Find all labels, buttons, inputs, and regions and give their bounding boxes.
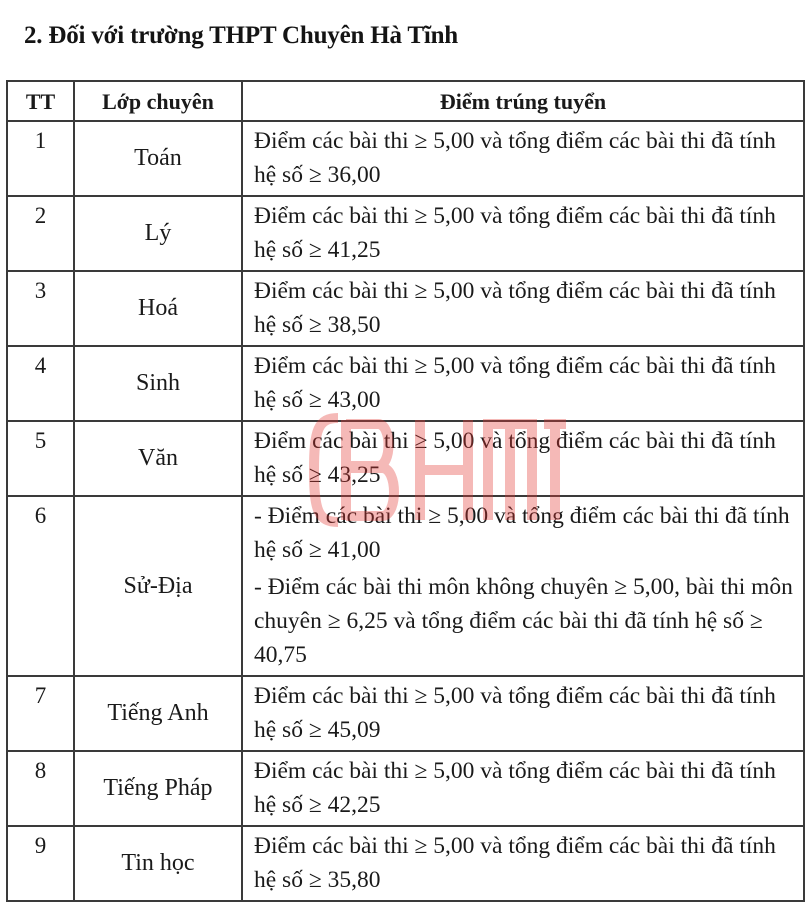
criteria-option-2: - Điểm các bài thi môn không chuyên ≥ 5,00, bài thi môn chuyên ≥ 6,25 và tổng điểm các bài thi đã tính hệ số ≥ 40,75 [254, 574, 793, 668]
class-name: Tin học [74, 826, 242, 901]
score-criteria [242, 496, 804, 676]
header-score: Điểm trúng tuyển [242, 81, 804, 121]
row-number: 4 [7, 346, 74, 421]
table-header-row [7, 81, 804, 121]
score-criteria [242, 421, 804, 496]
table-row [7, 421, 804, 496]
score-criteria [242, 676, 804, 751]
criteria-text: Điểm các bài thi ≥ 5,00 và tổng điểm các bài thi đã tính hệ số ≥ 38,50 [254, 278, 776, 338]
criteria-option-1: - Điểm các bài thi ≥ 5,00 và tổng điểm các bài thi đã tính hệ số ≥ 41,00 [254, 503, 790, 563]
row-number: 8 [7, 751, 74, 826]
row-number: 9 [7, 826, 74, 901]
header-tt: TT [7, 81, 74, 121]
table-row [7, 676, 804, 751]
row-number: 5 [7, 421, 74, 496]
table-row [7, 271, 804, 346]
score-criteria [242, 346, 804, 421]
table-row [7, 121, 804, 196]
criteria-text: Điểm các bài thi ≥ 5,00 và tổng điểm các bài thi đã tính hệ số ≥ 35,80 [254, 833, 776, 893]
row-number: 1 [7, 121, 74, 196]
class-name: Sử-Địa [74, 496, 242, 676]
class-name: Hoá [74, 271, 242, 346]
criteria-text: Điểm các bài thi ≥ 5,00 và tổng điểm các bài thi đã tính hệ số ≥ 41,25 [254, 203, 776, 263]
class-name: Tiếng Pháp [74, 751, 242, 826]
score-criteria [242, 121, 804, 196]
table-row [7, 496, 804, 676]
document-title: 2. Đối với trường THPT Chuyên Hà Tĩnh [24, 22, 459, 49]
class-name: Lý [74, 196, 242, 271]
criteria-text: Điểm các bài thi ≥ 5,00 và tổng điểm các bài thi đã tính hệ số ≥ 43,25 [254, 428, 776, 488]
criteria-text: Điểm các bài thi ≥ 5,00 và tổng điểm các bài thi đã tính hệ số ≥ 45,09 [254, 683, 776, 743]
row-number: 6 [7, 496, 74, 676]
table-row [7, 196, 804, 271]
admission-score-table [6, 80, 805, 902]
criteria-text: Điểm các bài thi ≥ 5,00 và tổng điểm các bài thi đã tính hệ số ≥ 36,00 [254, 128, 776, 188]
header-class: Lớp chuyên [74, 81, 242, 121]
score-criteria [242, 196, 804, 271]
class-name: Văn [74, 421, 242, 496]
table-row [7, 751, 804, 826]
score-criteria [242, 826, 804, 901]
row-number: 3 [7, 271, 74, 346]
row-number: 2 [7, 196, 74, 271]
row-number: 7 [7, 676, 74, 751]
class-name: Sinh [74, 346, 242, 421]
score-criteria [242, 271, 804, 346]
score-criteria [242, 751, 804, 826]
table-row [7, 826, 804, 901]
criteria-text: Điểm các bài thi ≥ 5,00 và tổng điểm các bài thi đã tính hệ số ≥ 42,25 [254, 758, 776, 818]
table-row [7, 346, 804, 421]
class-name: Toán [74, 121, 242, 196]
class-name: Tiếng Anh [74, 676, 242, 751]
criteria-text: Điểm các bài thi ≥ 5,00 và tổng điểm các bài thi đã tính hệ số ≥ 43,00 [254, 353, 776, 413]
